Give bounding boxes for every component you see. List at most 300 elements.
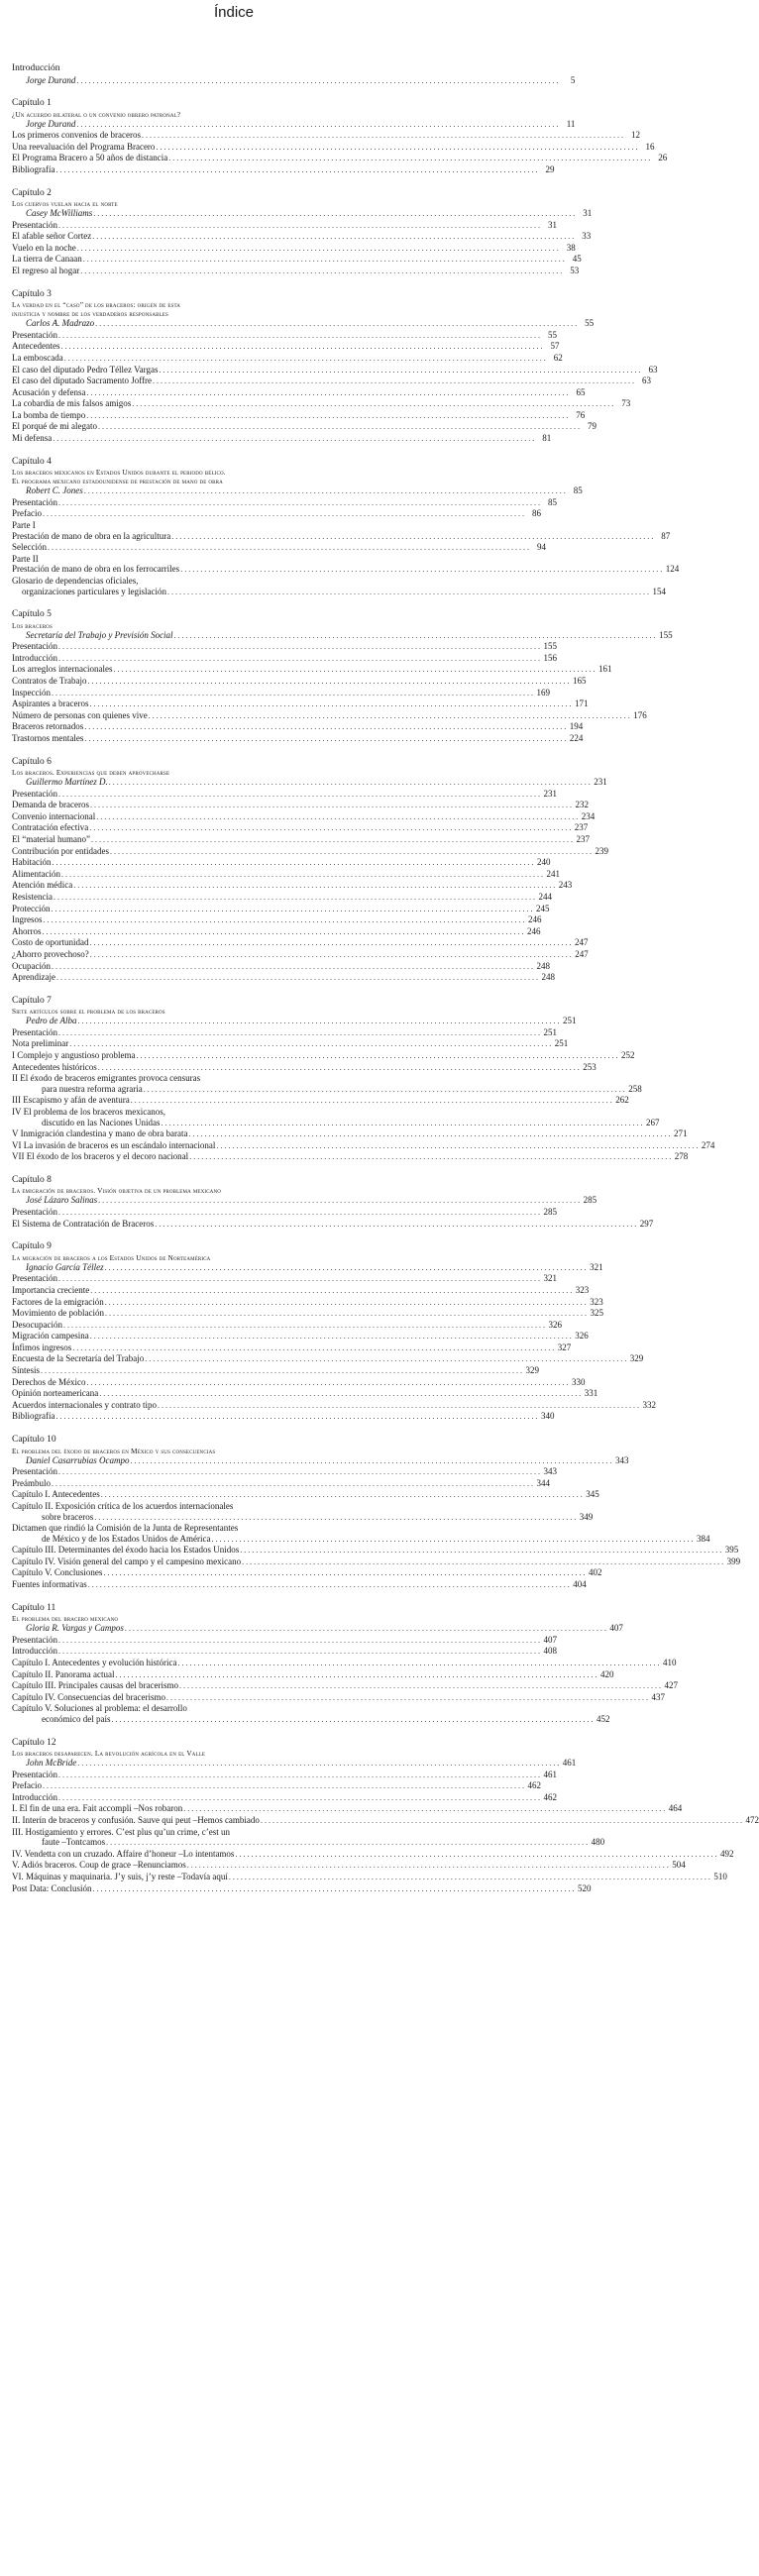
entry-title: Parte II bbox=[12, 553, 39, 564]
toc-entry[interactable] bbox=[12, 1837, 605, 1849]
dot-leader bbox=[216, 1140, 698, 1152]
toc-entry[interactable] bbox=[12, 130, 640, 142]
page-number: 327 bbox=[557, 1342, 572, 1352]
toc-entry[interactable] bbox=[12, 586, 667, 598]
page-number: 154 bbox=[652, 586, 667, 596]
toc-entry[interactable] bbox=[12, 1646, 557, 1658]
toc-entry[interactable] bbox=[12, 1207, 557, 1219]
toc-entry[interactable] bbox=[12, 242, 576, 255]
entry-title: Guillermo Martínez D. bbox=[26, 777, 108, 788]
dot-leader bbox=[76, 119, 558, 131]
page-number: 247 bbox=[575, 948, 589, 959]
page-number: 165 bbox=[573, 675, 587, 686]
toc-entry[interactable] bbox=[12, 520, 456, 531]
author-entry[interactable] bbox=[12, 1195, 597, 1207]
page-number: 248 bbox=[536, 960, 550, 971]
page-number: 510 bbox=[713, 1871, 727, 1881]
toc-entry[interactable] bbox=[12, 1567, 602, 1579]
entry-title: Introducción bbox=[12, 1791, 57, 1802]
page-number: 480 bbox=[591, 1837, 605, 1848]
toc-entry[interactable] bbox=[12, 1466, 557, 1478]
entry-title: Una reevaluación del Programa Bracero bbox=[12, 141, 156, 152]
dot-leader bbox=[98, 1195, 580, 1207]
page-number: 420 bbox=[599, 1668, 614, 1679]
toc-entry[interactable] bbox=[12, 1411, 555, 1423]
toc-entry[interactable] bbox=[12, 937, 589, 949]
toc-entry[interactable] bbox=[12, 1657, 677, 1669]
dot-leader bbox=[132, 398, 613, 410]
toc-entry[interactable] bbox=[12, 1151, 689, 1163]
entry-title: Prefacio bbox=[12, 508, 42, 519]
toc-entry[interactable] bbox=[12, 141, 655, 154]
toc-entry[interactable] bbox=[12, 1882, 592, 1895]
toc-entry[interactable] bbox=[12, 554, 456, 565]
dot-leader bbox=[94, 1512, 576, 1524]
dot-leader bbox=[115, 1669, 596, 1681]
chapter-label: Capítulo 4 bbox=[12, 456, 52, 467]
page-number: 243 bbox=[558, 880, 573, 891]
dot-leader bbox=[92, 231, 574, 243]
toc-entry[interactable] bbox=[12, 1353, 644, 1365]
dot-leader bbox=[73, 880, 555, 892]
entry-title: El caso del diputado Sacramento Joffre bbox=[12, 376, 153, 386]
chapter-heading: La migración de braceros a los Estados Unidos de Norteamérica bbox=[12, 1252, 211, 1262]
dot-leader bbox=[142, 130, 623, 142]
page-number: 94 bbox=[537, 542, 546, 553]
page-number: 326 bbox=[575, 1331, 589, 1342]
author-entry[interactable] bbox=[12, 485, 583, 497]
toc-entry[interactable] bbox=[12, 1399, 656, 1412]
author-entry[interactable] bbox=[12, 208, 593, 220]
toc-entry[interactable] bbox=[12, 1117, 660, 1129]
entry-title: Dictamen que rindió la Comisión de la Junta de Representantes bbox=[12, 1523, 239, 1534]
toc-entry[interactable] bbox=[12, 364, 658, 376]
entry-title: Contribución por entidades bbox=[12, 845, 109, 856]
entry-title: Acuerdos internacionales y contrato tipo bbox=[12, 1399, 157, 1410]
page-number: 231 bbox=[594, 777, 607, 788]
toc-entry[interactable] bbox=[12, 530, 671, 543]
page-number: 258 bbox=[628, 1083, 642, 1094]
entry-title: Prestación de mano de obra en la agricultura bbox=[12, 530, 171, 541]
chapter-heading: La emigración de braceros. Visión objetiva de un problema mexicano bbox=[12, 1186, 221, 1196]
toc-entry[interactable] bbox=[12, 1703, 456, 1714]
dot-leader bbox=[53, 857, 534, 869]
dot-leader bbox=[77, 1758, 559, 1770]
dot-leader bbox=[95, 318, 577, 330]
page-number: 169 bbox=[536, 687, 550, 698]
toc-entry[interactable] bbox=[12, 341, 560, 353]
entry-title: I. El fin de una era. Fait accompli –Nos robaron bbox=[12, 1803, 183, 1814]
entry-title: Vuelo en la noche bbox=[12, 242, 76, 253]
page-number: 461 bbox=[562, 1758, 577, 1768]
page-number: 63 bbox=[648, 364, 658, 375]
toc-entry[interactable] bbox=[12, 1668, 614, 1681]
entry-title: Los arreglos internacionales bbox=[12, 664, 113, 675]
toc-entry[interactable] bbox=[12, 1871, 727, 1883]
dot-leader bbox=[177, 1658, 659, 1669]
author-entry[interactable] bbox=[12, 1623, 623, 1635]
page-number: 55 bbox=[585, 318, 595, 329]
author-entry[interactable] bbox=[12, 777, 607, 789]
toc-entry[interactable] bbox=[12, 880, 573, 892]
dot-leader bbox=[242, 1556, 723, 1568]
dot-leader bbox=[58, 1770, 540, 1781]
toc-entry[interactable] bbox=[12, 254, 582, 266]
page-number: 323 bbox=[575, 1284, 590, 1295]
toc-entry[interactable] bbox=[12, 925, 541, 938]
toc-entry[interactable] bbox=[12, 1026, 557, 1039]
toc-entry[interactable] bbox=[12, 857, 551, 869]
page-number: 87 bbox=[661, 530, 671, 541]
toc-entry[interactable] bbox=[12, 1489, 599, 1501]
toc-entry[interactable] bbox=[12, 891, 552, 904]
page-number: 325 bbox=[590, 1308, 603, 1319]
entry-title: Jorge Durand bbox=[26, 74, 76, 85]
toc-entry[interactable] bbox=[12, 1083, 642, 1096]
entry-title: Contratación efectiva bbox=[12, 822, 89, 833]
toc-entry[interactable] bbox=[12, 652, 557, 665]
toc-entry[interactable] bbox=[12, 1691, 666, 1704]
toc-entry[interactable] bbox=[12, 1803, 683, 1815]
toc-entry[interactable] bbox=[12, 972, 555, 984]
toc-entry[interactable] bbox=[12, 1634, 557, 1647]
index-page bbox=[12, 0, 759, 1906]
author-entry[interactable] bbox=[12, 1758, 577, 1770]
author-entry[interactable] bbox=[12, 1454, 629, 1467]
page-number: 408 bbox=[543, 1646, 557, 1657]
dot-leader bbox=[93, 208, 575, 220]
entry-title: Antecedentes bbox=[12, 341, 60, 352]
toc-entry[interactable] bbox=[12, 845, 608, 858]
entry-title: Secretaría del Trabajo y Previsión Social bbox=[26, 629, 173, 640]
dot-leader bbox=[52, 961, 533, 973]
toc-entry[interactable] bbox=[12, 1038, 569, 1050]
entry-title: La tierra de Canaan bbox=[12, 254, 82, 265]
toc-entry[interactable] bbox=[12, 800, 589, 811]
dot-leader bbox=[109, 777, 591, 789]
dot-leader bbox=[86, 387, 568, 399]
entry-title: Atención médica bbox=[12, 880, 73, 891]
toc-entry[interactable] bbox=[12, 1061, 596, 1074]
page-number: 278 bbox=[674, 1151, 689, 1162]
author-entry[interactable] bbox=[12, 318, 595, 330]
toc-entry[interactable] bbox=[12, 788, 557, 801]
dot-leader bbox=[110, 846, 592, 858]
chapter-label: Capítulo 6 bbox=[12, 756, 52, 767]
chapter-heading: Los braceros bbox=[12, 620, 53, 630]
page-number: 63 bbox=[642, 376, 652, 386]
toc-entry[interactable] bbox=[12, 709, 647, 722]
entry-title: Alimentación bbox=[12, 868, 60, 879]
toc-entry[interactable] bbox=[12, 1128, 688, 1140]
toc-entry[interactable] bbox=[12, 721, 584, 733]
entry-title: Ignacio García Téllez bbox=[26, 1261, 104, 1272]
page-title: Índice bbox=[213, 4, 255, 21]
toc-entry[interactable] bbox=[12, 1791, 557, 1804]
toc-entry[interactable] bbox=[12, 1273, 557, 1285]
chapter-section bbox=[12, 1435, 741, 1591]
page-number: 340 bbox=[541, 1411, 555, 1422]
toc-entry[interactable] bbox=[12, 1308, 603, 1320]
toc-entry[interactable] bbox=[12, 1107, 456, 1118]
chapter-section bbox=[12, 609, 673, 744]
chapter-heading: Siete artículos sobre el problema de los braceros bbox=[12, 1007, 165, 1017]
page-number: 410 bbox=[662, 1657, 677, 1667]
toc-entry[interactable] bbox=[12, 903, 550, 915]
chapter-label: Capítulo 12 bbox=[12, 1737, 56, 1748]
page-number: 345 bbox=[586, 1489, 599, 1500]
toc-entry[interactable] bbox=[12, 153, 668, 164]
toc-entry[interactable] bbox=[12, 1319, 562, 1332]
chapter-section bbox=[12, 995, 715, 1163]
toc-entry[interactable] bbox=[12, 834, 590, 846]
page-number: 85 bbox=[573, 485, 583, 496]
page-number: 31 bbox=[583, 208, 593, 219]
toc-entry[interactable] bbox=[12, 1342, 572, 1354]
dot-leader bbox=[103, 1567, 585, 1579]
entry-title: Capítulo I. Antecedentes y evolución histórica bbox=[12, 1657, 177, 1667]
page-number: 285 bbox=[543, 1207, 557, 1218]
page-number: 321 bbox=[590, 1261, 603, 1272]
dot-leader bbox=[64, 353, 546, 365]
toc-entry[interactable] bbox=[12, 1780, 541, 1792]
toc-entry[interactable] bbox=[12, 1511, 594, 1524]
dot-leader bbox=[171, 531, 653, 543]
dot-leader bbox=[93, 1883, 575, 1895]
dot-leader bbox=[211, 1534, 693, 1546]
dot-leader bbox=[53, 433, 534, 445]
dot-leader bbox=[90, 800, 572, 811]
dot-leader bbox=[89, 698, 571, 710]
toc-entry[interactable] bbox=[12, 329, 557, 342]
dot-leader bbox=[52, 904, 533, 915]
dot-leader bbox=[187, 1860, 669, 1872]
dot-leader bbox=[58, 1792, 540, 1804]
entry-title: El Programa Bracero a 50 años de distancia bbox=[12, 153, 168, 163]
dot-leader bbox=[43, 1780, 524, 1792]
entry-title: Nota preliminar bbox=[12, 1038, 69, 1049]
dot-leader bbox=[63, 1320, 545, 1332]
entry-title: Gloria R. Vargas y Campos bbox=[26, 1623, 124, 1634]
toc-entry[interactable] bbox=[12, 1477, 550, 1490]
dot-leader bbox=[90, 949, 572, 961]
entry-title: Presentación bbox=[12, 219, 57, 230]
toc-entry[interactable] bbox=[12, 1050, 635, 1062]
page-number: 407 bbox=[543, 1634, 557, 1645]
toc-entry[interactable] bbox=[12, 1545, 739, 1556]
chapter-section bbox=[12, 1602, 678, 1726]
toc-entry[interactable] bbox=[12, 376, 652, 387]
toc-entry[interactable] bbox=[12, 1501, 456, 1512]
toc-entry[interactable] bbox=[12, 1331, 589, 1342]
toc-entry[interactable] bbox=[12, 576, 456, 587]
dot-leader bbox=[131, 1095, 612, 1107]
dot-leader bbox=[56, 1411, 538, 1423]
toc-entry[interactable] bbox=[12, 698, 589, 710]
dot-leader bbox=[56, 164, 538, 176]
entry-title: Presentación bbox=[12, 788, 57, 799]
dot-leader bbox=[61, 869, 543, 881]
entry-title: Trastornos mentales bbox=[12, 732, 84, 743]
dot-leader bbox=[88, 1579, 570, 1591]
entry-title: Pedro de Alba bbox=[26, 1016, 77, 1026]
entry-title: faute –Tontcamos bbox=[42, 1837, 106, 1848]
toc-entry[interactable] bbox=[12, 914, 542, 926]
entry-title: La cobardía de mis falsos amigos bbox=[12, 398, 132, 409]
toc-entry[interactable] bbox=[12, 1073, 456, 1084]
author-entry[interactable] bbox=[12, 1016, 577, 1027]
toc-entry[interactable] bbox=[12, 1860, 686, 1872]
chapter-heading: Los braceros. Experiencias que deben aprovecharse bbox=[12, 768, 170, 778]
toc-entry[interactable] bbox=[12, 352, 563, 365]
toc-entry[interactable] bbox=[12, 542, 546, 554]
entry-title: VI. Máquinas y maquinaria. J’y suis, j’y reste –Todavía aquí bbox=[12, 1871, 228, 1881]
page-number: 461 bbox=[543, 1769, 557, 1779]
entry-title: Capítulo I. Antecedentes bbox=[12, 1489, 100, 1500]
toc-entry[interactable] bbox=[12, 1680, 678, 1692]
entry-title: ¿Ahorro provechoso? bbox=[12, 948, 89, 959]
page-number: 224 bbox=[569, 732, 584, 743]
entry-title: Presentación bbox=[12, 1769, 57, 1779]
toc-entry[interactable] bbox=[12, 1579, 587, 1591]
entry-title: El afable señor Cortez bbox=[12, 231, 92, 242]
toc-entry[interactable] bbox=[12, 732, 584, 745]
toc-entry[interactable] bbox=[12, 1827, 456, 1838]
dot-leader bbox=[86, 1377, 568, 1389]
toc-entry[interactable] bbox=[12, 496, 557, 509]
page-number: 384 bbox=[696, 1533, 710, 1544]
toc-entry[interactable] bbox=[12, 1284, 590, 1297]
toc-entry[interactable] bbox=[12, 664, 612, 676]
toc-entry[interactable] bbox=[12, 398, 631, 410]
dot-leader bbox=[88, 676, 570, 688]
dot-leader bbox=[229, 1872, 710, 1883]
entry-title: Braceros retornados bbox=[12, 721, 84, 732]
author-entry[interactable] bbox=[12, 74, 576, 87]
toc-entry[interactable] bbox=[12, 163, 555, 176]
toc-entry[interactable] bbox=[12, 1388, 598, 1400]
dot-leader bbox=[136, 1050, 617, 1062]
page-number: 62 bbox=[553, 352, 563, 363]
entry-title: El caso del diputado Pedro Téllez Vargas bbox=[12, 364, 159, 375]
toc-entry[interactable] bbox=[12, 1814, 759, 1827]
author-entry[interactable] bbox=[12, 629, 673, 642]
toc-entry[interactable] bbox=[12, 1556, 741, 1568]
entry-title: Presentación bbox=[12, 1273, 57, 1284]
toc-entry[interactable] bbox=[12, 564, 680, 576]
toc-entry[interactable] bbox=[12, 433, 552, 445]
page-number: 171 bbox=[574, 698, 589, 709]
dot-leader bbox=[105, 1262, 587, 1274]
toc-entry[interactable] bbox=[12, 1218, 654, 1231]
entry-title: Jorge Durand bbox=[26, 118, 76, 129]
toc-entry[interactable] bbox=[12, 1139, 715, 1152]
entry-title: El regreso al hogar bbox=[12, 266, 80, 276]
chapter-label: Introducción bbox=[12, 63, 60, 73]
dot-leader bbox=[105, 1297, 587, 1309]
entry-title: económico del país bbox=[42, 1713, 111, 1724]
dot-leader bbox=[96, 811, 578, 823]
chapter-section bbox=[12, 63, 576, 86]
page-number: 155 bbox=[659, 629, 673, 640]
toc-entry[interactable] bbox=[12, 960, 550, 973]
dot-leader bbox=[261, 1815, 742, 1827]
entry-title: Capítulo V. Conclusiones bbox=[12, 1567, 103, 1578]
dot-leader bbox=[99, 1388, 581, 1400]
dot-leader bbox=[41, 1365, 522, 1377]
dot-leader bbox=[58, 789, 540, 801]
toc-entry[interactable] bbox=[12, 386, 586, 399]
page-number: 462 bbox=[543, 1791, 557, 1802]
chapter-heading: El programa mexicano estadounidense de prestación de mano de obra bbox=[12, 477, 223, 486]
toc-entry[interactable] bbox=[12, 1523, 456, 1534]
page-number: 452 bbox=[596, 1713, 610, 1724]
entry-title: Derechos de México bbox=[12, 1376, 86, 1387]
toc-entry[interactable] bbox=[12, 421, 596, 433]
page-number: 248 bbox=[541, 972, 555, 983]
toc-entry[interactable] bbox=[12, 219, 557, 232]
page-number: 79 bbox=[587, 421, 596, 432]
page-number: 76 bbox=[576, 409, 586, 420]
entry-title: Inspección bbox=[12, 687, 51, 698]
page-number: 349 bbox=[579, 1511, 594, 1522]
chapter-label: Capítulo 11 bbox=[12, 1602, 56, 1613]
entry-title: Capítulo IV. Consecuencias del bracerismo bbox=[12, 1691, 166, 1702]
entry-title: Capítulo II. Exposición crítica de los acuerdos internacionales bbox=[12, 1500, 234, 1511]
page-number: 464 bbox=[668, 1803, 683, 1814]
toc-entry[interactable] bbox=[12, 409, 586, 422]
toc-entry[interactable] bbox=[12, 1365, 540, 1377]
page-number: 241 bbox=[546, 868, 560, 879]
toc-entry[interactable] bbox=[12, 868, 560, 881]
toc-entry[interactable] bbox=[12, 641, 557, 653]
dot-leader bbox=[189, 1128, 671, 1140]
toc-entry[interactable] bbox=[12, 687, 550, 699]
dot-leader bbox=[89, 822, 571, 834]
toc-entry[interactable] bbox=[12, 1848, 734, 1861]
toc-entry[interactable] bbox=[12, 266, 580, 277]
page-number: 427 bbox=[664, 1680, 678, 1691]
chapter-heading: El problema del bracero mexicano bbox=[12, 1614, 119, 1624]
page-number: 12 bbox=[630, 130, 640, 141]
chapter-section bbox=[12, 187, 593, 277]
dot-leader bbox=[167, 587, 649, 598]
toc-entry[interactable] bbox=[12, 1376, 586, 1389]
author-entry[interactable] bbox=[12, 1261, 603, 1274]
toc-entry[interactable] bbox=[12, 1713, 610, 1726]
toc-entry[interactable] bbox=[12, 810, 596, 823]
toc-entry[interactable] bbox=[12, 1769, 557, 1781]
toc-entry[interactable] bbox=[12, 1095, 629, 1107]
entry-title: Bibliografía bbox=[12, 163, 55, 174]
toc-entry[interactable] bbox=[12, 1296, 603, 1309]
toc-entry[interactable] bbox=[12, 822, 589, 834]
dot-leader bbox=[84, 485, 566, 497]
page-number: 246 bbox=[528, 914, 542, 925]
toc-entry[interactable] bbox=[12, 675, 587, 688]
author-entry[interactable] bbox=[12, 118, 576, 131]
toc-entry[interactable] bbox=[12, 231, 592, 243]
page-number: 492 bbox=[719, 1848, 734, 1859]
chapter-label: Capítulo 2 bbox=[12, 187, 52, 198]
chapter-label: Capítulo 7 bbox=[12, 995, 52, 1006]
toc-entry[interactable] bbox=[12, 508, 541, 520]
toc-entry[interactable] bbox=[12, 1533, 710, 1546]
entry-title: Prestación de mano de obra en los ferrocarriles bbox=[12, 564, 180, 575]
entry-title: La emboscada bbox=[12, 352, 63, 363]
toc-entry[interactable] bbox=[12, 948, 589, 961]
page-number: 240 bbox=[537, 857, 551, 868]
